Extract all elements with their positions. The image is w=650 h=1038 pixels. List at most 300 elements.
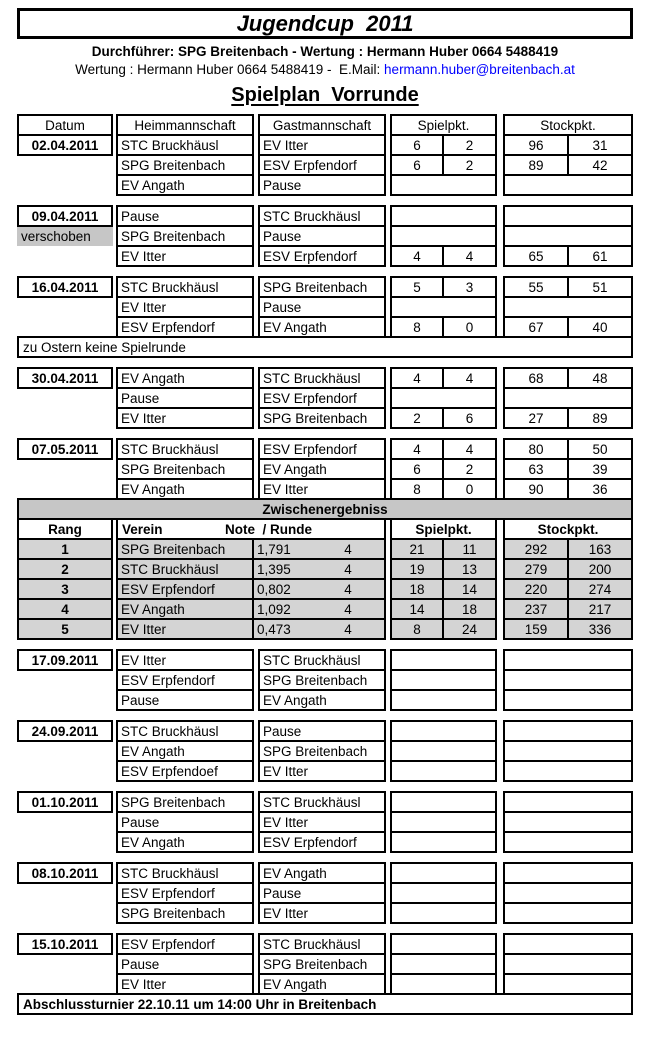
date-slot: [17, 225, 113, 247]
stockpkt-minus-cell: 163: [567, 538, 633, 560]
guest-team-cell: STC Bruckhäusl: [258, 205, 386, 227]
home-team-cell: STC Bruckhäusl: [116, 134, 254, 156]
stockpkt-pair: [503, 316, 633, 338]
match-row: [17, 689, 633, 711]
date-cell: 09.04.2011: [17, 205, 113, 227]
guest-team-cell: EV Angath: [258, 862, 386, 884]
guest-team-cell: ESV Erpfendorf: [258, 387, 386, 409]
spielpkt-empty-cell: [390, 953, 497, 975]
match-row: [17, 882, 633, 904]
spielpkt-pair: [390, 478, 497, 500]
spielpkt-guest-cell: 2: [442, 458, 497, 480]
date-slot: [17, 276, 113, 298]
stockpkt-guest-cell: 89: [567, 407, 633, 429]
date-slot: [17, 760, 113, 782]
stockpkt-minus-cell: 336: [567, 618, 633, 640]
home-team-cell: Pause: [116, 811, 254, 833]
stockpkt-home-cell: 65: [503, 245, 569, 267]
spielpkt-plus-cell: 19: [390, 558, 444, 580]
verein-cell: ESV Erpfendorf: [116, 578, 254, 600]
stockpkt-plus-cell: 237: [503, 598, 569, 620]
home-team-cell: SPG Breitenbach: [116, 791, 254, 813]
date-cell: 30.04.2011: [17, 367, 113, 389]
date-slot: [17, 245, 113, 267]
spielpkt-pair: [390, 598, 497, 620]
round-block: [17, 791, 633, 853]
section-title-text: Spielplan Vorrunde: [231, 84, 419, 106]
verein-cell: STC Bruckhäusl: [116, 558, 254, 580]
standings-row: [17, 598, 633, 620]
date-slot: [17, 438, 113, 460]
standings-header-row: [17, 518, 633, 540]
stockpkt-guest-cell: 39: [567, 458, 633, 480]
spielpkt-pair: [390, 245, 497, 267]
match-row: [17, 387, 633, 409]
home-team-cell: ESV Erpfendoef: [116, 760, 254, 782]
spielpkt-empty-cell: [390, 205, 497, 227]
column-header-datum: Datum: [17, 114, 113, 136]
guest-team-cell: EV Itter: [258, 760, 386, 782]
spielpkt-home-cell: 2: [390, 407, 444, 429]
stockpkt-empty-cell: [503, 811, 633, 833]
schedule-rounds-second-half: [17, 649, 633, 1015]
rank-cell: 4: [17, 598, 113, 620]
spielpkt-pair: [390, 538, 497, 560]
date-slot: [17, 973, 113, 995]
stockpkt-empty-cell: [503, 669, 633, 691]
stockpkt-empty-cell: [503, 973, 633, 995]
date-note-label: verschoben: [17, 227, 113, 246]
date-slot: [17, 720, 113, 742]
home-team-cell: ESV Erpfendorf: [116, 933, 254, 955]
date-slot: [17, 791, 113, 813]
home-team-cell: SPG Breitenbach: [116, 225, 254, 247]
stockpkt-home-cell: 89: [503, 154, 569, 176]
spielpkt-pair: [390, 407, 497, 429]
stockpkt-empty-cell: [503, 831, 633, 853]
tournament-title-box: [17, 8, 633, 39]
standings-row: [17, 558, 633, 580]
guest-team-cell: SPG Breitenbach: [258, 669, 386, 691]
stockpkt-pair: [503, 458, 633, 480]
round-block: [17, 438, 633, 500]
stockpkt-pair: [503, 598, 633, 620]
match-row: [17, 276, 633, 298]
date-slot: [17, 316, 113, 338]
stockpkt-pair: [503, 276, 633, 298]
match-row: [17, 649, 633, 671]
stockpkt-minus-cell: 200: [567, 558, 633, 580]
home-team-cell: SPG Breitenbach: [116, 902, 254, 924]
match-row: [17, 205, 633, 227]
note-runde-cell: [252, 538, 386, 560]
note-value: 0,802: [257, 581, 291, 597]
stockpkt-guest-cell: 61: [567, 245, 633, 267]
standings-header-note-runde: Note / Runde: [225, 521, 312, 537]
stockpkt-pair: [503, 134, 633, 156]
stockpkt-guest-cell: 36: [567, 478, 633, 500]
spielpkt-pair: [390, 316, 497, 338]
spielpkt-empty-cell: [390, 689, 497, 711]
spielpkt-home-cell: 4: [390, 367, 444, 389]
spielpkt-home-cell: 6: [390, 154, 444, 176]
spielpkt-empty-cell: [390, 973, 497, 995]
date-slot: [17, 669, 113, 691]
guest-team-cell: STC Bruckhäusl: [258, 649, 386, 671]
spielpkt-empty-cell: [390, 387, 497, 409]
home-team-cell: Pause: [116, 689, 254, 711]
stockpkt-empty-cell: [503, 174, 633, 196]
spielpkt-empty-cell: [390, 649, 497, 671]
stockpkt-home-cell: 63: [503, 458, 569, 480]
stockpkt-home-cell: 27: [503, 407, 569, 429]
guest-team-cell: SPG Breitenbach: [258, 407, 386, 429]
date-slot: [17, 296, 113, 318]
standings-row: [17, 578, 633, 600]
note-runde-cell: [252, 598, 386, 620]
stockpkt-empty-cell: [503, 740, 633, 762]
date-cell: 16.04.2011: [17, 276, 113, 298]
spielpkt-empty-cell: [390, 174, 497, 196]
guest-team-cell: ESV Erpfendorf: [258, 154, 386, 176]
final-tournament-note: Abschlussturnier 22.10.11 um 14:00 Uhr in Breitenbach: [17, 993, 633, 1015]
easter-note-row: zu Ostern keine Spielrunde: [17, 336, 633, 358]
spielpkt-home-cell: 6: [390, 134, 444, 156]
home-team-cell: EV Itter: [116, 296, 254, 318]
spielpkt-pair: [390, 134, 497, 156]
spielpkt-guest-cell: 4: [442, 245, 497, 267]
match-row: [17, 296, 633, 318]
match-row: [17, 973, 633, 995]
spielpkt-empty-cell: [390, 791, 497, 813]
stockpkt-pair: [503, 438, 633, 460]
date-slot: [17, 740, 113, 762]
home-team-cell: EV Angath: [116, 174, 254, 196]
stockpkt-home-cell: 68: [503, 367, 569, 389]
stockpkt-empty-cell: [503, 760, 633, 782]
round-block: [17, 134, 633, 196]
rank-cell: 5: [17, 618, 113, 640]
home-team-cell: EV Angath: [116, 831, 254, 853]
runde-value: 4: [344, 541, 352, 557]
standings-row: [17, 618, 633, 640]
spielpkt-empty-cell: [390, 740, 497, 762]
guest-team-cell: Pause: [258, 174, 386, 196]
home-team-cell: STC Bruckhäusl: [116, 862, 254, 884]
home-team-cell: ESV Erpfendorf: [116, 882, 254, 904]
home-team-cell: Pause: [116, 205, 254, 227]
home-team-cell: EV Itter: [116, 407, 254, 429]
guest-team-cell: SPG Breitenbach: [258, 740, 386, 762]
stockpkt-guest-cell: 42: [567, 154, 633, 176]
home-team-cell: STC Bruckhäusl: [116, 720, 254, 742]
stockpkt-empty-cell: [503, 953, 633, 975]
home-team-cell: EV Angath: [116, 478, 254, 500]
stockpkt-home-cell: 90: [503, 478, 569, 500]
schedule-rounds-first-half: [17, 134, 633, 500]
spielpkt-empty-cell: [390, 902, 497, 924]
spielpkt-minus-cell: 18: [442, 598, 497, 620]
spielpkt-guest-cell: 3: [442, 276, 497, 298]
match-row: [17, 669, 633, 691]
date-slot: [17, 953, 113, 975]
runde-value: 4: [344, 561, 352, 577]
match-row: [17, 760, 633, 782]
round-block: [17, 276, 633, 338]
match-row: [17, 478, 633, 500]
column-header-heimmannschaft: Heimmannschaft: [116, 114, 254, 136]
spielpkt-empty-cell: [390, 882, 497, 904]
guest-team-cell: EV Itter: [258, 134, 386, 156]
round-block: [17, 649, 633, 711]
column-header-gastmannschaft: Gastmannschaft: [258, 114, 386, 136]
home-team-cell: Pause: [116, 953, 254, 975]
guest-team-cell: SPG Breitenbach: [258, 276, 386, 298]
spielpkt-plus-cell: 14: [390, 598, 444, 620]
match-row: [17, 933, 633, 955]
standings-title-row: [17, 498, 633, 520]
spielpkt-guest-cell: 4: [442, 367, 497, 389]
stockpkt-home-cell: 96: [503, 134, 569, 156]
runde-value: 4: [344, 601, 352, 617]
stockpkt-pair: [503, 558, 633, 580]
guest-team-cell: EV Angath: [258, 689, 386, 711]
runde-value: 4: [344, 621, 352, 637]
spielpkt-pair: [390, 367, 497, 389]
date-slot: [17, 649, 113, 671]
contact-line-text: Wertung : Hermann Huber 0664 5488419 - E.Mail:: [75, 62, 385, 77]
stockpkt-pair: [503, 618, 633, 640]
spielpkt-plus-cell: 18: [390, 578, 444, 600]
guest-team-cell: Pause: [258, 720, 386, 742]
spielpkt-empty-cell: [390, 760, 497, 782]
match-row: [17, 316, 633, 338]
date-slot: [17, 387, 113, 409]
guest-team-cell: Pause: [258, 225, 386, 247]
match-row: [17, 407, 633, 429]
stockpkt-empty-cell: [503, 862, 633, 884]
date-slot: [17, 882, 113, 904]
guest-team-cell: Pause: [258, 882, 386, 904]
date-slot: [17, 458, 113, 480]
stockpkt-pair: [503, 367, 633, 389]
date-cell: 17.09.2011: [17, 649, 113, 671]
spielpkt-guest-cell: 2: [442, 134, 497, 156]
spielpkt-empty-cell: [390, 862, 497, 884]
match-row: [17, 862, 633, 884]
stockpkt-plus-cell: 279: [503, 558, 569, 580]
stockpkt-plus-cell: 159: [503, 618, 569, 640]
guest-team-cell: EV Angath: [258, 458, 386, 480]
match-row: [17, 811, 633, 833]
date-slot: [17, 933, 113, 955]
standings-header-rang: Rang: [17, 518, 113, 540]
stockpkt-guest-cell: 48: [567, 367, 633, 389]
stockpkt-empty-cell: [503, 225, 633, 247]
note-value: 1,092: [257, 601, 291, 617]
spielpkt-minus-cell: 11: [442, 538, 497, 560]
home-team-cell: SPG Breitenbach: [116, 154, 254, 176]
date-slot: [17, 862, 113, 884]
organizer-line: Durchführer: SPG Breitenbach - Wertung : Hermann Huber 0664 5488419: [91, 44, 559, 59]
home-team-cell: EV Angath: [116, 740, 254, 762]
spielpkt-empty-cell: [390, 225, 497, 247]
date-cell: 01.10.2011: [17, 791, 113, 813]
note-runde-cell: [252, 578, 386, 600]
guest-team-cell: STC Bruckhäusl: [258, 933, 386, 955]
stockpkt-guest-cell: 40: [567, 316, 633, 338]
date-cell: 07.05.2011: [17, 438, 113, 460]
guest-team-cell: EV Angath: [258, 973, 386, 995]
standings-header-verein: Verein: [122, 521, 163, 537]
runde-value: 4: [344, 581, 352, 597]
rank-cell: 3: [17, 578, 113, 600]
home-team-cell: ESV Erpfendorf: [116, 316, 254, 338]
spielpkt-empty-cell: [390, 296, 497, 318]
stockpkt-empty-cell: [503, 720, 633, 742]
stockpkt-pair: [503, 538, 633, 560]
stockpkt-pair: [503, 578, 633, 600]
stockpkt-plus-cell: 292: [503, 538, 569, 560]
email-link[interactable]: hermann.huber@breitenbach.at: [384, 62, 575, 77]
spielpkt-home-cell: 8: [390, 316, 444, 338]
guest-team-cell: ESV Erpfendorf: [258, 245, 386, 267]
guest-team-cell: STC Bruckhäusl: [258, 791, 386, 813]
note-runde-cell: [252, 618, 386, 640]
verein-cell: EV Itter: [116, 618, 254, 640]
date-slot: [17, 174, 113, 196]
match-row: [17, 174, 633, 196]
spielpkt-pair: [390, 154, 497, 176]
spielpkt-minus-cell: 14: [442, 578, 497, 600]
match-row: [17, 225, 633, 247]
home-team-cell: STC Bruckhäusl: [116, 276, 254, 298]
spielpkt-home-cell: 4: [390, 245, 444, 267]
match-row: [17, 720, 633, 742]
guest-team-cell: EV Angath: [258, 316, 386, 338]
standings-header-verein-note: [116, 518, 386, 540]
guest-team-cell: EV Itter: [258, 811, 386, 833]
standings-row: [17, 538, 633, 560]
date-slot: [17, 831, 113, 853]
round-block: [17, 205, 633, 267]
stockpkt-minus-cell: 274: [567, 578, 633, 600]
home-team-cell: ESV Erpfendorf: [116, 669, 254, 691]
spielpkt-minus-cell: 24: [442, 618, 497, 640]
rank-cell: 2: [17, 558, 113, 580]
guest-team-cell: ESV Erpfendorf: [258, 831, 386, 853]
stockpkt-empty-cell: [503, 205, 633, 227]
note-value: 1,791: [257, 541, 291, 557]
date-slot: [17, 367, 113, 389]
guest-team-cell: SPG Breitenbach: [258, 953, 386, 975]
round-block: [17, 933, 633, 995]
spielpkt-empty-cell: [390, 831, 497, 853]
spielpkt-pair: [390, 458, 497, 480]
stockpkt-empty-cell: [503, 689, 633, 711]
match-row: [17, 438, 633, 460]
rank-cell: 1: [17, 538, 113, 560]
guest-team-cell: EV Itter: [258, 902, 386, 924]
spielpkt-home-cell: 6: [390, 458, 444, 480]
spielpkt-guest-cell: 6: [442, 407, 497, 429]
date-cell: 02.04.2011: [17, 134, 113, 156]
spielpkt-guest-cell: 0: [442, 316, 497, 338]
spielpkt-empty-cell: [390, 720, 497, 742]
match-row: [17, 902, 633, 924]
round-block: [17, 862, 633, 924]
home-team-cell: EV Itter: [116, 649, 254, 671]
note-runde-cell: [252, 558, 386, 580]
stockpkt-empty-cell: [503, 387, 633, 409]
date-slot: [17, 478, 113, 500]
spielpkt-pair: [390, 276, 497, 298]
date-slot: [17, 407, 113, 429]
stockpkt-guest-cell: 51: [567, 276, 633, 298]
stockpkt-empty-cell: [503, 649, 633, 671]
stockpkt-pair: [503, 154, 633, 176]
home-team-cell: SPG Breitenbach: [116, 458, 254, 480]
verein-cell: EV Angath: [116, 598, 254, 620]
spielpkt-empty-cell: [390, 933, 497, 955]
spielpkt-minus-cell: 13: [442, 558, 497, 580]
stockpkt-guest-cell: 50: [567, 438, 633, 460]
note-value: 0,473: [257, 621, 291, 637]
standings-header-stockpkt: Stockpkt.: [503, 518, 633, 540]
round-block: [17, 720, 633, 782]
stockpkt-home-cell: 80: [503, 438, 569, 460]
spielpkt-guest-cell: 0: [442, 478, 497, 500]
match-row: [17, 953, 633, 975]
tournament-title: Jugendcup 2011: [236, 10, 414, 36]
home-team-cell: EV Angath: [116, 367, 254, 389]
verein-cell: SPG Breitenbach: [116, 538, 254, 560]
date-cell: 15.10.2011: [17, 933, 113, 955]
date-slot: [17, 154, 113, 176]
stockpkt-empty-cell: [503, 296, 633, 318]
spielpkt-pair: [390, 618, 497, 640]
home-team-cell: STC Bruckhäusl: [116, 438, 254, 460]
stockpkt-pair: [503, 478, 633, 500]
guest-team-cell: EV Itter: [258, 478, 386, 500]
stockpkt-pair: [503, 407, 633, 429]
column-header-stockpkt: Stockpkt.: [503, 114, 633, 136]
stockpkt-empty-cell: [503, 933, 633, 955]
column-header-spielpkt: Spielpkt.: [390, 114, 497, 136]
date-slot: [17, 134, 113, 156]
date-slot: [17, 205, 113, 227]
standings-header-spielpkt: Spielpkt.: [390, 518, 497, 540]
date-slot: [17, 811, 113, 833]
stockpkt-plus-cell: 220: [503, 578, 569, 600]
standings-section: [17, 498, 633, 640]
match-row: [17, 791, 633, 813]
stockpkt-minus-cell: 217: [567, 598, 633, 620]
guest-team-cell: Pause: [258, 296, 386, 318]
spielpkt-guest-cell: 2: [442, 154, 497, 176]
stockpkt-pair: [503, 245, 633, 267]
stockpkt-home-cell: 55: [503, 276, 569, 298]
spielpkt-home-cell: 5: [390, 276, 444, 298]
match-row: [17, 134, 633, 156]
stockpkt-empty-cell: [503, 902, 633, 924]
date-cell: 08.10.2011: [17, 862, 113, 884]
date-cell: 24.09.2011: [17, 720, 113, 742]
round-block: [17, 367, 633, 429]
match-row: [17, 740, 633, 762]
stockpkt-empty-cell: [503, 882, 633, 904]
contact-line: [17, 62, 633, 77]
